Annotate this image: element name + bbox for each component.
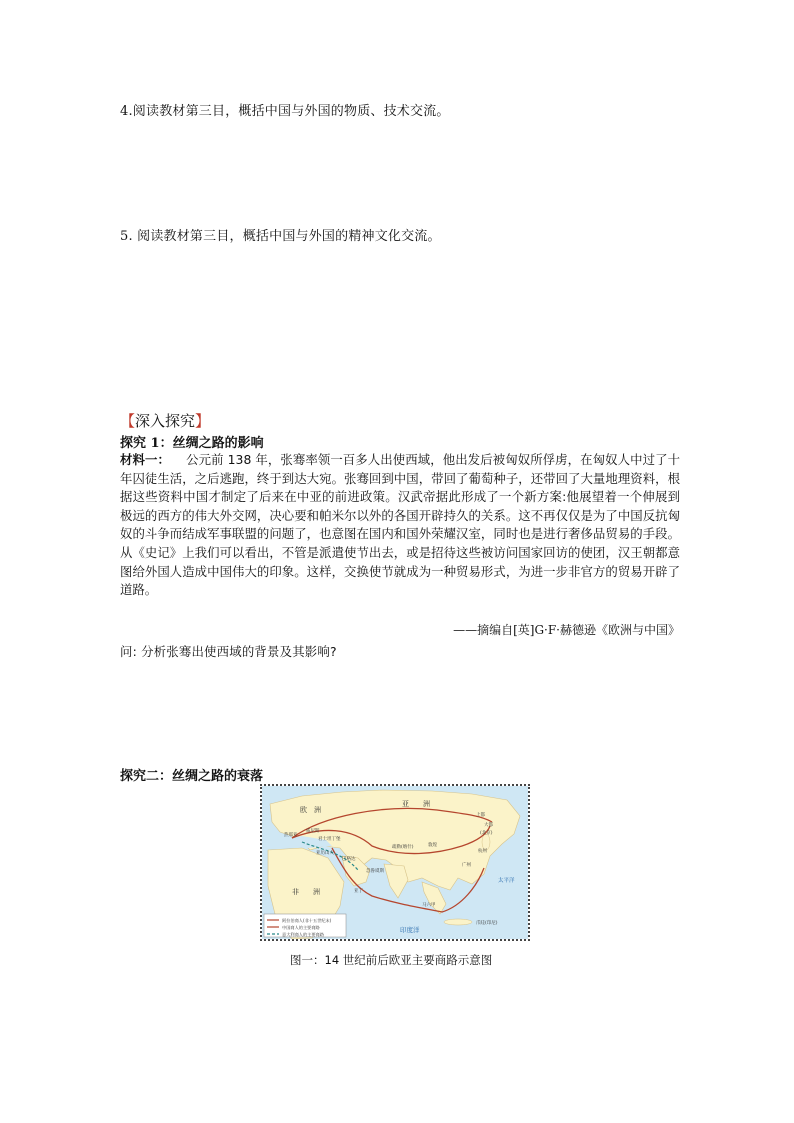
trade-route-map — [260, 784, 530, 941]
label-alexandria: 亚历山大 — [316, 851, 334, 856]
legend-text-1: 阿拉伯商人(非十五世纪末) — [282, 918, 332, 923]
legend-text-3: 意大利商人的主要商路 — [282, 932, 324, 937]
label-dadu: 大都 — [484, 823, 493, 828]
label-constantinople: 君士坦丁堡 — [318, 837, 341, 842]
label-malacca: 马六甲 — [422, 903, 436, 908]
section-title: 深入探究 — [135, 412, 196, 430]
inquiry-1-heading: 探究 1：丝绸之路的影响 — [120, 436, 264, 451]
question-5: 5. 阅读教材第三目，概括中国与外国的精神文化交流。 — [120, 229, 441, 244]
label-aden: 亚丁 — [354, 889, 363, 894]
material-1-text: 公元前 138 年，张骞率领一百多人出使西域，他出发后被匈奴所俘虏，在匈奴人中过了十年囚徒生活，之后逃跑，终于到达大宛。张骞回到中国，带回了葡萄种子，还带回了大量地理资料，根据这些资料中国才制定了后来在中亚的前进政策。汉武帝据此形成了一个新方案:他展望着一个伸展到极远的西方的伟大外交网，决心要和帕米尔以外的各国开辟持久的关系。这不再仅仅是为了中国反抗匈奴的斗争而结成军事联盟的问题了，也意图在国内和国外荣耀汉室，同时也是进行奢侈品贸易的手段。从《史记》上我们可以看出，不管是派遣使节出去，或是招待这些被访问国家回访的使团，汉王朝都意图给外国人造成中国伟大的印象。这样，交换使节就成为一种贸易形式，为进一步非官方的贸易开辟了道路。 — [120, 452, 681, 598]
label-indian-ocean: 印度洋 — [400, 926, 420, 934]
label-hangzhou: 杭州 — [478, 849, 487, 854]
legend-text-2: 中国商人的主要商路 — [282, 925, 320, 930]
material-1-label: 材料一： — [120, 452, 170, 467]
inquiry-2-heading: 探究二：丝绸之路的衰落 — [120, 769, 264, 784]
label-europe: 欧 洲 — [300, 806, 321, 814]
section-heading — [120, 410, 210, 431]
label-genoa: 热那亚 — [284, 833, 298, 838]
question-4: 4.阅读教材第三目，概括中国与外国的物质、技术交流。 — [120, 104, 450, 119]
material-1 — [120, 451, 680, 600]
material-1-source: ——摘编自[英]G·F·赫德逊《欧洲与中国》 — [453, 623, 680, 637]
label-guangzhou: 广州 — [462, 863, 471, 868]
label-beijing: (北京) — [480, 831, 493, 836]
japan-island — [482, 834, 490, 850]
label-asia: 亚 洲 — [402, 800, 430, 808]
label-africa: 非 洲 — [292, 888, 320, 896]
trade-route-map-svg — [262, 786, 528, 939]
label-venice: 威尼斯 — [306, 829, 320, 834]
label-baghdad: 巴格达 — [342, 857, 356, 862]
label-pacific: 太平洋 — [498, 878, 515, 884]
label-shangdu: 上都 — [476, 813, 485, 818]
label-jawa: 爪哇(印尼) — [476, 921, 498, 926]
inquiry-1-question: 问: 分析张骞出使西域的背景及其影响? — [120, 644, 337, 659]
label-kashgar: 疏勒(喀什) — [392, 845, 414, 850]
label-hormuz: 忽鲁谟斯 — [366, 869, 384, 874]
map-caption: 图一：14 世纪前后欧亚主要商路示意图 — [290, 953, 493, 967]
section-open-bracket: 【 — [120, 412, 136, 430]
section-close-bracket: 】 — [195, 412, 211, 430]
java-island — [444, 919, 472, 925]
label-dunhuang: 敦煌 — [428, 843, 437, 848]
